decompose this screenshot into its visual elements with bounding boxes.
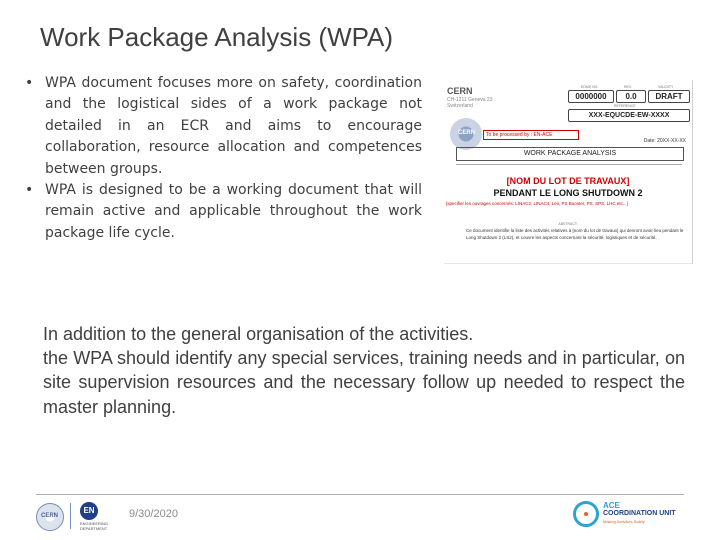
bullet-list <box>22 73 422 244</box>
reference-code: XXX-EQUCDE-EW-XXXX <box>568 109 690 122</box>
slide-title: Work Package Analysis (WPA) <box>40 22 394 52</box>
revision-number: 0.0 <box>616 90 646 103</box>
reference-label: REFERENCE <box>614 104 636 108</box>
logo-separator <box>70 503 71 529</box>
footer-date: 9/30/2020 <box>129 508 178 520</box>
footer-divider <box>36 494 684 495</box>
lot-title: [NOM DU LOT DE TRAVAUX] <box>506 176 630 186</box>
edms-number: 0000000 <box>568 90 614 103</box>
doc-divider <box>456 164 682 165</box>
rev-label: REV. <box>624 85 632 89</box>
doc-address: CH-1211 Geneva 23 Switzerland <box>447 97 493 109</box>
bullet-item: • WPA document focuses more on safety, coordination and the logistical sides of a work package not detailed in an ECR and aims to encourage collaboration, resource allocation and competences between groups. <box>22 73 422 180</box>
en-logo-icon: EN <box>80 502 98 520</box>
validity-status: DRAFT <box>648 90 690 103</box>
areas-line: [specifier les ouvrages concernés: LINAC2, LINAC4, Leir, PS Booster, PS, SPS, LHC etc...] <box>446 201 628 206</box>
body-text <box>43 322 685 419</box>
ace-title: ACE <box>603 501 620 510</box>
cern-logo-icon <box>36 503 64 531</box>
ace-tagline: Making Activities Safely <box>603 519 645 524</box>
footer-cern-logo-text: CERN <box>41 513 59 519</box>
abstract-text: Ce document identifie la liste des activités relatives à [nom du lot de travaux] qui devront avoir lieu pendant le Long Shutdown 2 (LS2), et couvre les aspects concernant la sécurité, logistiques et de sécurité. <box>466 228 684 240</box>
en-department-text: ENGINEERING DEPARTMENT <box>80 521 109 531</box>
body-line: the WPA should identify any special services, training needs and in particular, on site supervision resources and the necessary follow up needed to respect the master planning. <box>43 348 685 417</box>
doc-title: WORK PACKAGE ANALYSIS <box>456 147 684 161</box>
process-note: To be processed by : EN-ACE <box>483 130 579 140</box>
wpa-document-preview <box>444 80 693 264</box>
body-line: In addition to the general organisation of the activities. <box>43 324 474 344</box>
ace-subtitle: COORDINATION UNIT <box>603 510 676 517</box>
edms-label: EDMS NO. <box>581 85 599 89</box>
doc-logo-text: CERN <box>458 130 476 136</box>
doc-org: CERN <box>447 86 473 96</box>
bullet-item: • WPA is designed to be a working document that will remain active and applicable throughout the work package life cycle. <box>22 180 422 244</box>
ace-logo-icon <box>573 501 599 527</box>
validity-label: VALIDITY <box>658 85 674 89</box>
shutdown-title: PENDANT LE LONG SHUTDOWN 2 <box>493 188 643 198</box>
cern-logo-icon <box>450 118 482 150</box>
abstract-label: ABSTRACT: <box>558 222 578 226</box>
doc-date: Date: 20XX-XX-XX <box>643 138 686 144</box>
